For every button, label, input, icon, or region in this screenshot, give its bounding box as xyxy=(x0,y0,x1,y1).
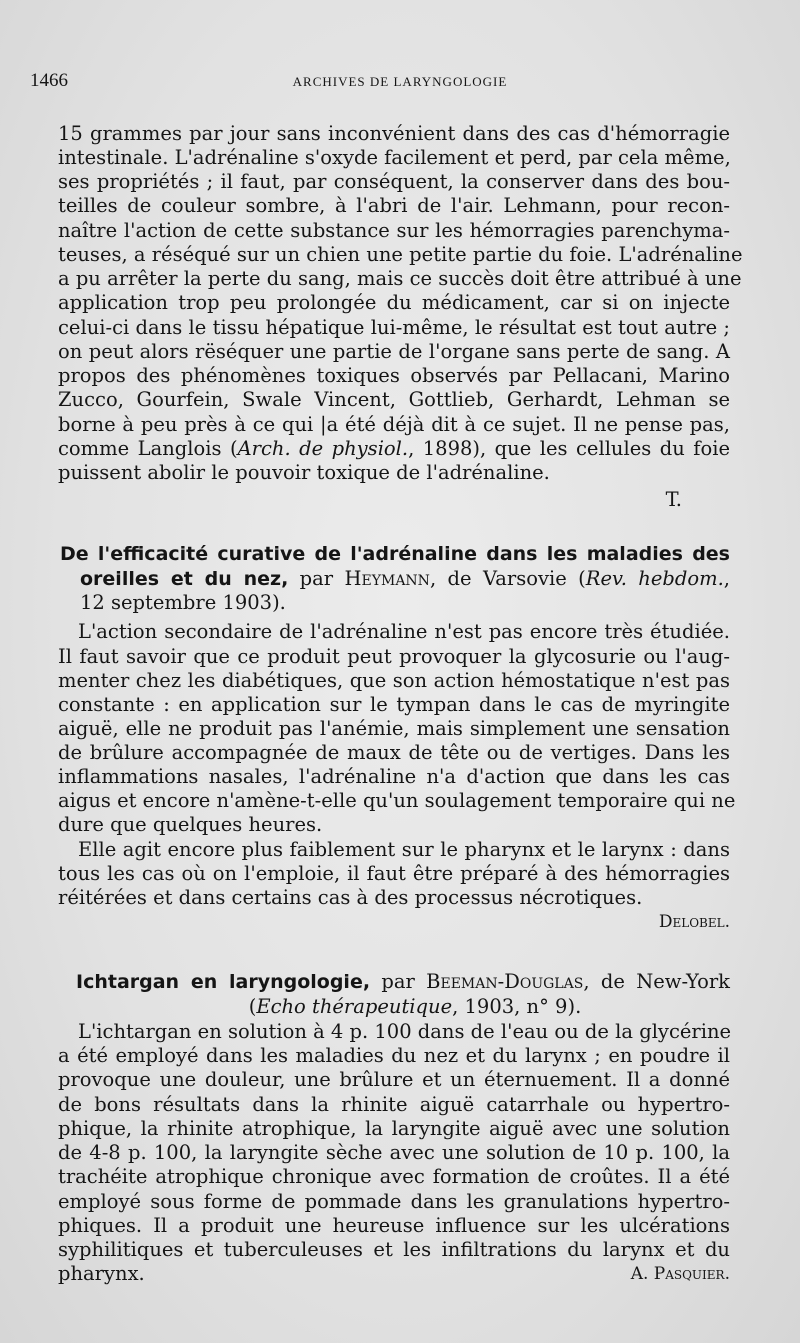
text-line: dure que quelques heures. xyxy=(58,813,323,836)
text-line: provoque une douleur, une brûlure et un éternuement. Il a donné xyxy=(58,1068,730,1091)
text-line: puissent abolir le pouvoir toxique de l'adrénaline. xyxy=(58,461,550,484)
text-line xyxy=(58,1262,730,1286)
text-line: de 4-8 p. 100, la laryngite sèche avec une solution de 10 p. 100, la xyxy=(58,1141,730,1164)
text-line: Zucco, Gourfein, Swale Vincent, Gottlieb, Gerhardt, Lehman se xyxy=(58,388,730,411)
journal-citation: Rev. hebdom. xyxy=(585,567,724,590)
text-run: comme Langlois ( xyxy=(58,437,238,460)
text-line: constante : en application sur le tympan dans le cas de myringite xyxy=(58,693,730,716)
text-line: ses propriétés ; il faut, par conséquent, la conserver dans des bou- xyxy=(58,170,730,193)
text-line: on peut alors rëséquer une partie de l'organe sans perte de sang. A xyxy=(58,340,730,363)
text-line: L'ichtargan en solution à 4 p. 100 dans de l'eau ou de la glycérine xyxy=(78,1020,732,1043)
article-author: Heymann xyxy=(344,567,430,590)
page-number: 1466 xyxy=(30,70,68,91)
author-signature: Delobel. xyxy=(658,912,730,932)
text-line: Il faut savoir que ce produit peut provoquer la glycosurie ou l'aug- xyxy=(58,645,730,668)
text-line: aiguë, elle ne produit pas l'anémie, mais simplement une sensation xyxy=(58,717,730,740)
text-line: L'action secondaire de l'adrénaline n'est pas encore très étudiée. xyxy=(78,620,730,643)
text-line: trachéite atrophique chronique avec formation de croûtes. Il a été xyxy=(58,1165,730,1188)
article-subtitle xyxy=(100,995,730,1019)
text-run: par xyxy=(370,970,427,993)
text-line: application trop peu prolongée du médicament, car si on injecte xyxy=(58,291,730,314)
article-author: Beeman-Douglas xyxy=(426,970,584,993)
text-line: inflammations nasales, l'adrénaline n'a d'action que dans les cas xyxy=(58,765,730,788)
text-line xyxy=(58,437,730,461)
text-line: de bons résultats dans la rhinite aiguë catarrhale ou hypertro- xyxy=(58,1093,730,1116)
text-line: menter chez les diabétiques, que son action hémostatique n'est pas xyxy=(58,669,730,692)
article-date: 12 septembre 1903). xyxy=(80,591,286,614)
text-run: , de Varsovie ( xyxy=(429,567,586,590)
text-run: , xyxy=(723,567,730,590)
text-line: teuses, a réséqué sur un chien une petite partie du foie. L'adrénaline xyxy=(58,243,743,266)
text-line: naître l'action de cette substance sur les hémorragies parenchyma- xyxy=(58,219,730,242)
text-line: borne à peu près à ce qui |a été déjà dit à ce sujet. Il ne pense pas, xyxy=(58,413,730,436)
article-title-line xyxy=(80,567,730,591)
text-line: a pu arrêter la perte du sang, mais ce succès doit être attribué à une xyxy=(58,267,742,290)
text-line: réitérées et dans certains cas à des processus nécrotiques. xyxy=(58,886,643,909)
text-line: phique, la rhinite atrophique, la laryngite aiguë avec une solution xyxy=(58,1117,730,1140)
text-line: 15 grammes par jour sans inconvénient dans des cas d'hémorragie xyxy=(58,122,730,145)
article-title: De l'efficacité curative de l'adrénaline dans les maladies des xyxy=(60,543,730,565)
text-run: , 1903, n° 9). xyxy=(452,995,582,1018)
author-signature: T. xyxy=(665,488,682,511)
running-title: ARCHIVES DE LARYNGOLOGIE xyxy=(292,74,508,89)
text-line: celui-ci dans le tissu hépatique lui-même, le résultat est tout autre ; xyxy=(58,316,730,339)
text-run: , de New-York xyxy=(583,970,730,993)
text-run: pharynx. xyxy=(58,1262,145,1285)
journal-citation: Arch. de physiol. xyxy=(237,437,409,460)
journal-citation: Echo thérapeutique xyxy=(256,995,453,1018)
text-line: a été employé dans les maladies du nez et du larynx ; en poudre il xyxy=(58,1044,730,1067)
text-line: propos des phénomènes toxiques observés par Pellacani, Marino xyxy=(58,364,730,387)
article-title-bold: Ichtargan en laryngologie, xyxy=(76,971,371,993)
text-line: de brûlure accompagnée de maux de tête ou de vertiges. Dans les xyxy=(58,741,730,764)
article-title-line xyxy=(76,970,730,994)
text-line: employé sous forme de pommade dans les granulations hypertro- xyxy=(58,1190,730,1213)
text-line: syphilitiques et tuberculeuses et les infiltrations du larynx et du xyxy=(58,1238,730,1261)
text-line: Elle agit encore plus faiblement sur le pharynx et le larynx : dans xyxy=(78,838,730,861)
text-line: aigus et encore n'amène-t-elle qu'un soulagement temporaire qui ne xyxy=(58,789,736,812)
text-run: ( xyxy=(248,995,257,1018)
text-line: phiques. Il a produit une heureuse influence sur les ulcérations xyxy=(58,1214,730,1237)
text-run: , 1898), que les cellules du foie xyxy=(408,437,730,460)
text-line: tous les cas où on l'emploie, il faut être préparé à des hémorragies xyxy=(58,862,730,885)
text-run: par xyxy=(288,567,345,590)
article-title-bold: oreilles et du nez, xyxy=(80,568,289,590)
page-header xyxy=(30,70,770,100)
author-signature: A. Pasquier. xyxy=(630,1264,730,1284)
text-line: intestinale. L'adrénaline s'oxyde facilement et perd, par cela même, xyxy=(58,146,731,169)
text-line: teilles de couleur sombre, à l'abri de l'air. Lehmann, pour recon- xyxy=(58,194,730,217)
